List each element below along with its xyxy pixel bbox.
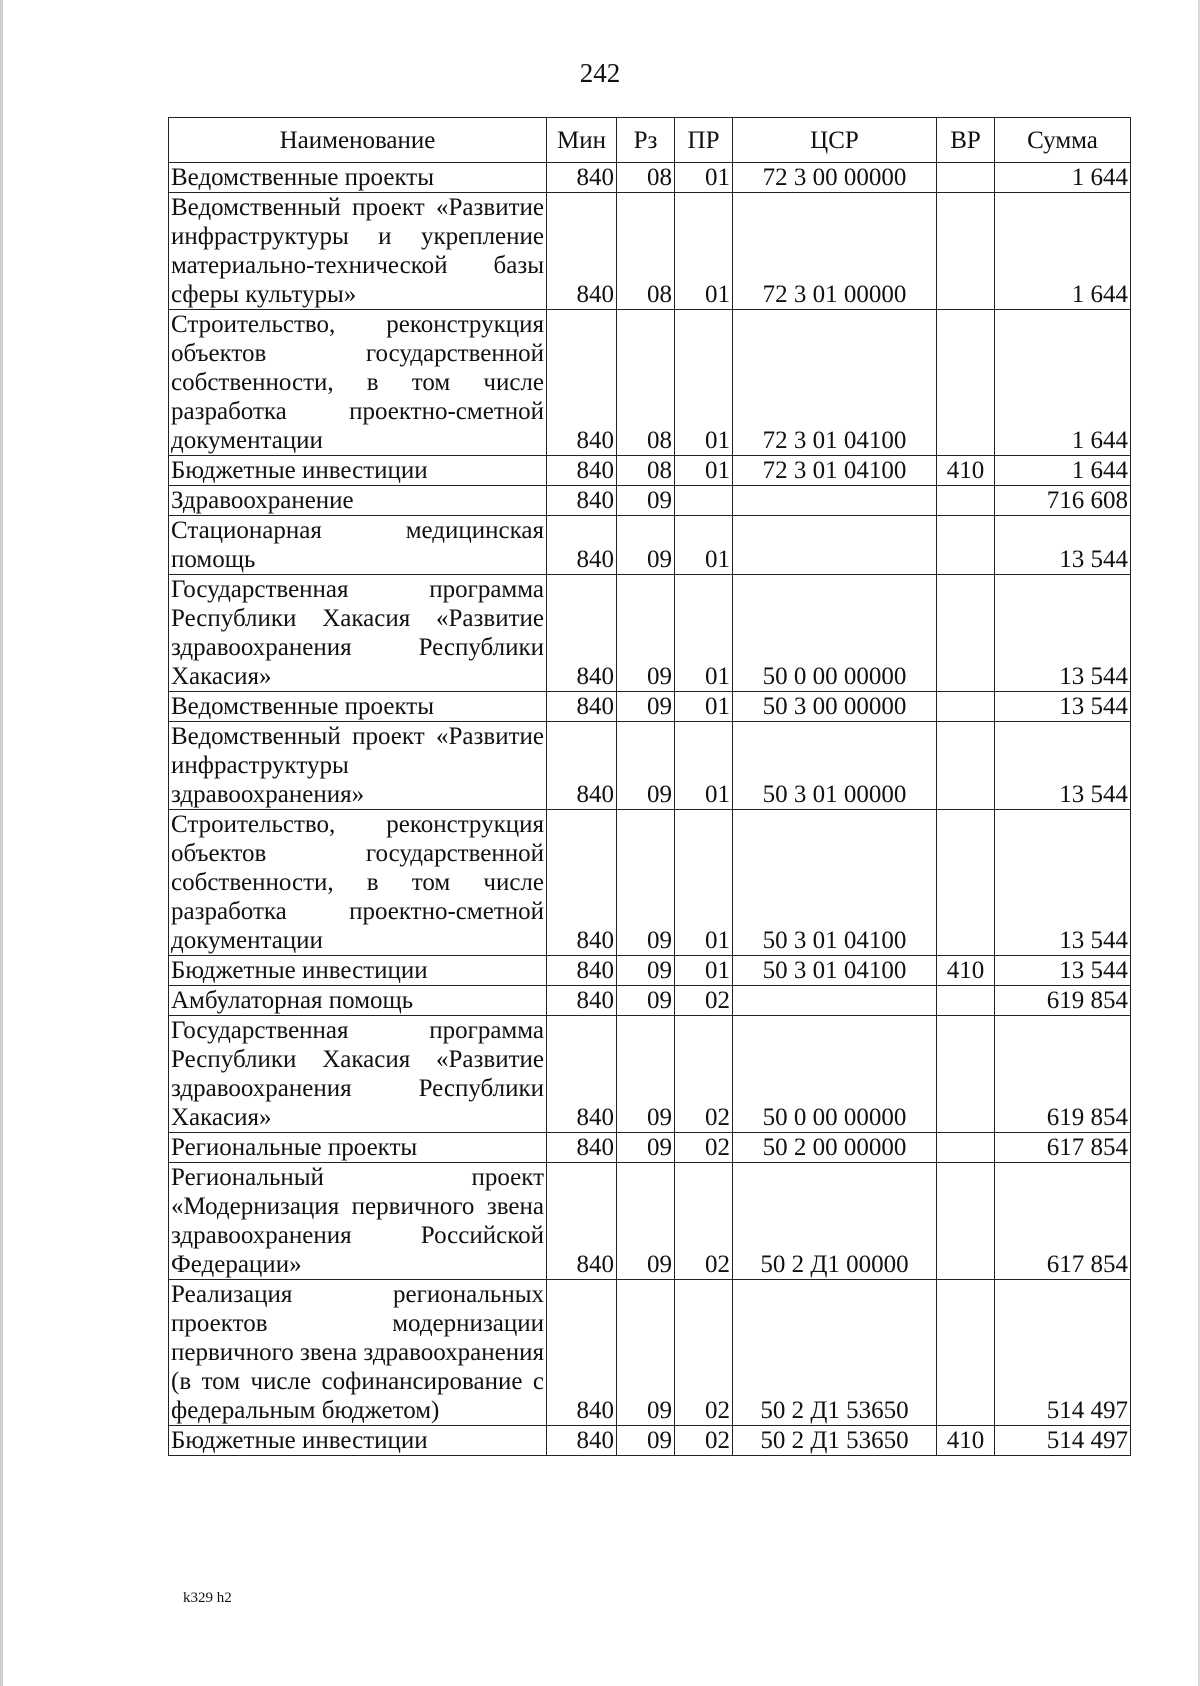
cell-vr xyxy=(937,1163,995,1280)
cell-pr: 01 xyxy=(675,810,733,956)
cell-sum: 716 608 xyxy=(995,486,1131,516)
header-rz: Рз xyxy=(617,118,675,163)
cell-name: Строительство, реконструкция объектов государственной собственности, в том числе разработка проектно-сметной документации xyxy=(169,810,547,956)
cell-min: 840 xyxy=(547,1163,617,1280)
table-row xyxy=(169,1163,1131,1280)
table-row xyxy=(169,1016,1131,1133)
cell-csr: 50 2 Д1 53650 xyxy=(733,1426,937,1456)
cell-sum: 1 644 xyxy=(995,193,1131,310)
cell-rz: 09 xyxy=(617,1133,675,1163)
table-body xyxy=(169,163,1131,1456)
table-row xyxy=(169,163,1131,193)
cell-rz: 09 xyxy=(617,1426,675,1456)
cell-csr: 50 3 01 04100 xyxy=(733,810,937,956)
cell-min: 840 xyxy=(547,486,617,516)
table-row xyxy=(169,810,1131,956)
cell-min: 840 xyxy=(547,163,617,193)
cell-pr: 02 xyxy=(675,1133,733,1163)
cell-name: Ведомственные проекты xyxy=(169,163,547,193)
cell-rz: 08 xyxy=(617,193,675,310)
cell-pr: 01 xyxy=(675,722,733,810)
cell-pr: 02 xyxy=(675,986,733,1016)
cell-min: 840 xyxy=(547,986,617,1016)
cell-sum: 619 854 xyxy=(995,986,1131,1016)
cell-min: 840 xyxy=(547,810,617,956)
cell-csr: 50 2 00 00000 xyxy=(733,1133,937,1163)
budget-table xyxy=(168,117,1131,1456)
cell-sum: 617 854 xyxy=(995,1133,1131,1163)
cell-vr xyxy=(937,1016,995,1133)
cell-name: Ведомственный проект «Развитие инфраструктуры здравоохранения» xyxy=(169,722,547,810)
scan-edge-left xyxy=(0,0,3,1686)
table-row xyxy=(169,193,1131,310)
cell-csr: 72 3 01 00000 xyxy=(733,193,937,310)
table-row xyxy=(169,456,1131,486)
cell-rz: 09 xyxy=(617,986,675,1016)
cell-rz: 08 xyxy=(617,310,675,456)
cell-min: 840 xyxy=(547,456,617,486)
table-row xyxy=(169,516,1131,575)
cell-name: Строительство, реконструкция объектов государственной собственности, в том числе разработка проектно-сметной документации xyxy=(169,310,547,456)
cell-csr: 72 3 00 00000 xyxy=(733,163,937,193)
cell-pr: 01 xyxy=(675,692,733,722)
cell-vr xyxy=(937,986,995,1016)
cell-pr: 01 xyxy=(675,516,733,575)
cell-pr: 02 xyxy=(675,1163,733,1280)
cell-name: Ведомственный проект «Развитие инфраструктуры и укрепление материально-технической базы сферы культуры» xyxy=(169,193,547,310)
table-row xyxy=(169,1426,1131,1456)
cell-sum: 13 544 xyxy=(995,810,1131,956)
header-name: Наименование xyxy=(169,118,547,163)
cell-min: 840 xyxy=(547,193,617,310)
cell-name: Ведомственные проекты xyxy=(169,692,547,722)
cell-name: Региональный проект «Модернизация первичного звена здравоохранения Российской Федерации» xyxy=(169,1163,547,1280)
footer-code: k329 h2 xyxy=(183,1590,232,1606)
cell-rz: 08 xyxy=(617,456,675,486)
cell-pr: 01 xyxy=(675,193,733,310)
cell-pr: 01 xyxy=(675,310,733,456)
cell-vr xyxy=(937,310,995,456)
cell-csr xyxy=(733,486,937,516)
cell-vr xyxy=(937,163,995,193)
cell-min: 840 xyxy=(547,1280,617,1426)
cell-name: Государственная программа Республики Хакасия «Развитие здравоохранения Республики Хакасия» xyxy=(169,1016,547,1133)
cell-rz: 09 xyxy=(617,575,675,692)
cell-pr: 02 xyxy=(675,1426,733,1456)
cell-vr xyxy=(937,692,995,722)
cell-rz: 09 xyxy=(617,722,675,810)
cell-vr: 410 xyxy=(937,956,995,986)
cell-rz: 09 xyxy=(617,1280,675,1426)
table-row xyxy=(169,692,1131,722)
cell-csr: 72 3 01 04100 xyxy=(733,310,937,456)
table-row xyxy=(169,310,1131,456)
table-row xyxy=(169,575,1131,692)
cell-min: 840 xyxy=(547,722,617,810)
cell-rz: 09 xyxy=(617,1163,675,1280)
cell-vr xyxy=(937,1133,995,1163)
cell-rz: 08 xyxy=(617,163,675,193)
cell-vr xyxy=(937,486,995,516)
cell-sum: 514 497 xyxy=(995,1426,1131,1456)
cell-name: Бюджетные инвестиции xyxy=(169,1426,547,1456)
cell-csr: 50 3 01 00000 xyxy=(733,722,937,810)
cell-csr xyxy=(733,986,937,1016)
cell-vr xyxy=(937,516,995,575)
cell-min: 840 xyxy=(547,1016,617,1133)
cell-sum: 13 544 xyxy=(995,956,1131,986)
table-row xyxy=(169,486,1131,516)
cell-sum: 1 644 xyxy=(995,456,1131,486)
cell-name: Амбулаторная помощь xyxy=(169,986,547,1016)
cell-csr xyxy=(733,516,937,575)
table-row xyxy=(169,956,1131,986)
cell-min: 840 xyxy=(547,516,617,575)
header-vr: ВР xyxy=(937,118,995,163)
cell-rz: 09 xyxy=(617,956,675,986)
cell-rz: 09 xyxy=(617,1016,675,1133)
cell-sum: 13 544 xyxy=(995,516,1131,575)
table-row xyxy=(169,1280,1131,1426)
header-csr: ЦСР xyxy=(733,118,937,163)
cell-pr xyxy=(675,486,733,516)
cell-min: 840 xyxy=(547,1133,617,1163)
cell-min: 840 xyxy=(547,310,617,456)
cell-min: 840 xyxy=(547,692,617,722)
cell-min: 840 xyxy=(547,575,617,692)
cell-csr: 72 3 01 04100 xyxy=(733,456,937,486)
cell-pr: 02 xyxy=(675,1280,733,1426)
cell-pr: 01 xyxy=(675,956,733,986)
cell-csr: 50 0 00 00000 xyxy=(733,1016,937,1133)
cell-pr: 02 xyxy=(675,1016,733,1133)
cell-pr: 01 xyxy=(675,575,733,692)
header-pr: ПР xyxy=(675,118,733,163)
cell-name: Здравоохранение xyxy=(169,486,547,516)
table-header-row xyxy=(169,118,1131,163)
cell-vr xyxy=(937,722,995,810)
page-number: 242 xyxy=(579,58,621,88)
cell-vr xyxy=(937,1280,995,1426)
cell-rz: 09 xyxy=(617,692,675,722)
cell-csr: 50 2 Д1 53650 xyxy=(733,1280,937,1426)
header-sum: Сумма xyxy=(995,118,1131,163)
cell-name: Региональные проекты xyxy=(169,1133,547,1163)
cell-name: Стационарная медицинская помощь xyxy=(169,516,547,575)
cell-sum: 1 644 xyxy=(995,310,1131,456)
cell-sum: 617 854 xyxy=(995,1163,1131,1280)
cell-vr xyxy=(937,575,995,692)
cell-pr: 01 xyxy=(675,456,733,486)
cell-csr: 50 0 00 00000 xyxy=(733,575,937,692)
cell-name: Реализация региональных проектов модернизации первичного звена здравоохранения (в том числе софинансирование с федеральным бюджетом) xyxy=(169,1280,547,1426)
cell-csr: 50 3 00 00000 xyxy=(733,692,937,722)
cell-pr: 01 xyxy=(675,163,733,193)
cell-min: 840 xyxy=(547,956,617,986)
cell-name: Государственная программа Республики Хакасия «Развитие здравоохранения Республики Хакасия» xyxy=(169,575,547,692)
cell-rz: 09 xyxy=(617,486,675,516)
cell-rz: 09 xyxy=(617,516,675,575)
cell-rz: 09 xyxy=(617,810,675,956)
cell-csr: 50 3 01 04100 xyxy=(733,956,937,986)
table-row xyxy=(169,722,1131,810)
cell-sum: 13 544 xyxy=(995,722,1131,810)
cell-sum: 514 497 xyxy=(995,1280,1131,1426)
cell-sum: 1 644 xyxy=(995,163,1131,193)
table-row xyxy=(169,986,1131,1016)
table-row xyxy=(169,1133,1131,1163)
cell-sum: 13 544 xyxy=(995,575,1131,692)
header-min: Мин xyxy=(547,118,617,163)
cell-vr xyxy=(937,810,995,956)
cell-min: 840 xyxy=(547,1426,617,1456)
cell-name: Бюджетные инвестиции xyxy=(169,956,547,986)
cell-sum: 619 854 xyxy=(995,1016,1131,1133)
cell-csr: 50 2 Д1 00000 xyxy=(733,1163,937,1280)
cell-name: Бюджетные инвестиции xyxy=(169,456,547,486)
cell-vr xyxy=(937,193,995,310)
cell-vr: 410 xyxy=(937,456,995,486)
cell-vr: 410 xyxy=(937,1426,995,1456)
cell-sum: 13 544 xyxy=(995,692,1131,722)
